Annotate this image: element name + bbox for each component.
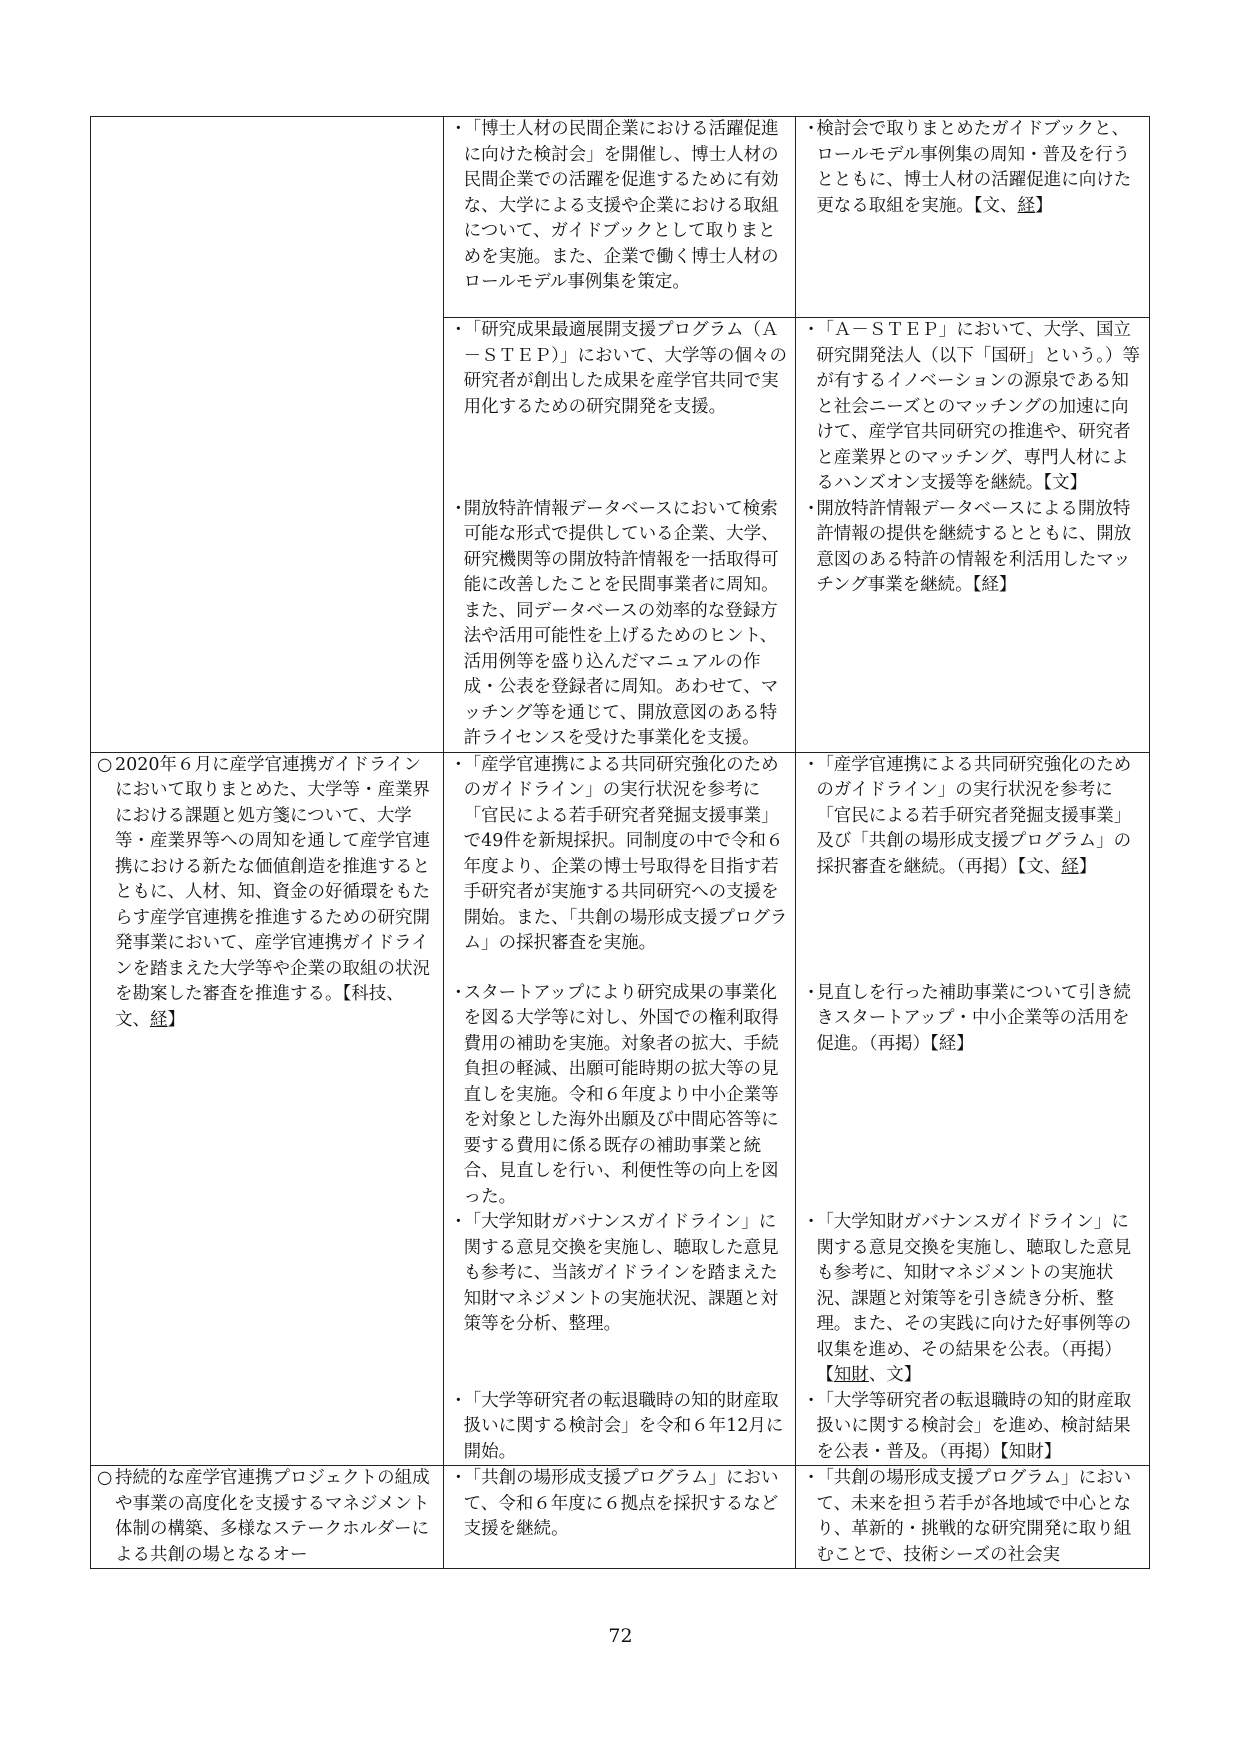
plan-cell — [796, 1210, 1150, 1389]
bullet-mark: ・ — [802, 754, 820, 775]
plan-entry — [802, 497, 1143, 599]
measure-cell — [91, 117, 444, 753]
plan-text: 「共創の場形成支援プログラム」において、未来を担う若手が各地域で中心となり、革新的・挑戦的な研究開発に取り組むことで、技術シーズの社会実 — [816, 1468, 1132, 1565]
plan-text-end: 】 — [1078, 856, 1097, 877]
plan-text: 開放特許情報データベースによる開放特許情報の提供を継続するとともに、開放意図のある特許の情報を利活用したマッチング事業を継続。【経】 — [816, 498, 1132, 595]
bullet-mark: ・ — [802, 320, 820, 340]
bullet-mark: ・ — [802, 1468, 820, 1488]
done-entry — [450, 117, 790, 296]
plan-cell — [796, 1389, 1150, 1466]
table-row — [91, 752, 1150, 981]
measure-cell — [91, 1466, 444, 1569]
bullet-mark: ・ — [449, 982, 468, 1003]
done-text: 開放特許情報データベースにおいて検索可能な形式で提供している企業、大学、研究機関等の開放特許情報を一括取得可能に改善したことを民間事業者に周知。また、同データベースの効率的な登録方法や活用可能性を上げるためのヒント、活用例等を盛り込んだマニュアルの作成・公表を登録者に周知。あわせて、マッチング等を通じて、開放意図のある特許ライセンスを受けた事業化を支援。 — [463, 498, 779, 748]
measure-text-end: 】 — [167, 1009, 185, 1030]
bullet-mark: ・ — [449, 1468, 468, 1488]
done-entry — [450, 753, 790, 957]
bullet-mark: ・ — [802, 498, 820, 519]
measure-cell — [91, 752, 444, 1466]
done-text: 「産学官連携による共同研究強化のためのガイドライン」の実行状況を参考に「官民による若手研究者発掘支援事業」で49件を新規採択。同制度の中で令和６年度より、企業の博士号取得を目指す若手研究者が実施する共同研究への支援を開始。また、「共創の場形成支援プログラム」の採択審査を実施。 — [463, 754, 788, 953]
bullet-mark: ・ — [449, 754, 468, 775]
done-text: 「研究成果最適展開支援プログラム（Ａ－ＳＴＥＰ）」において、大学等の個々の研究者が創出した成果を産学官共同で実用化するための研究開発を支援。 — [463, 320, 788, 417]
plan-entry — [802, 1466, 1143, 1568]
plan-text: 「産学官連携による共同研究強化のためのガイドライン」の実行状況を参考に「官民による若手研究者発掘支援事業」及び「共創の場形成支援プログラム」の採択審査を継続。（再掲）【文、 — [816, 754, 1132, 877]
done-text: 「博士人材の民間企業における活躍促進に向けた検討会」を開催し、博士人材の民間企業での活躍を促進するために有効な、大学による支援や企業における取組について、ガイドブックとして取りまとめを実施。また、企業で働く博士人材のロールモデル事例集を策定。 — [463, 119, 779, 292]
done-entry — [450, 1466, 790, 1543]
bullet-mark: ・ — [802, 1212, 820, 1232]
plan-cell — [796, 981, 1150, 1211]
plan-entry — [802, 117, 1143, 219]
ministry-abbrev: 経 — [1017, 195, 1036, 216]
plan-cell — [796, 117, 1150, 318]
plan-entry — [802, 1389, 1143, 1466]
table-row — [91, 1466, 1150, 1569]
done-cell — [443, 1210, 796, 1389]
bullet-mark: ・ — [449, 119, 468, 139]
done-entry — [450, 1389, 790, 1466]
done-entry — [450, 1210, 790, 1338]
bullet-mark: ・ — [802, 119, 820, 139]
done-cell — [443, 1466, 796, 1569]
bullet-mark: ・ — [449, 1390, 468, 1411]
measure-item — [97, 1466, 437, 1568]
plan-text-end: 】 — [1035, 195, 1053, 216]
ministry-abbrev: 経 — [1061, 856, 1079, 877]
plan-entry — [802, 753, 1143, 881]
circle-mark: ○ — [97, 1468, 113, 1488]
plan-text: 「大学知財ガバナンスガイドライン」に関する意見交換を実施し、聴取した意見も参考に、知財マネジメントの実施状況、課題と対策等を引き続き分析、整理。また、その実践に向けた好事例等の収集を進め、その結果を公表。（再掲）【 — [816, 1212, 1132, 1385]
plan-text: 「大学等研究者の転退職時の知的財産取扱いに関する検討会」を進め、検討結果を公表・普及。（再掲）【知財】 — [816, 1390, 1132, 1462]
done-text: 「大学等研究者の転退職時の知的財産取扱いに関する検討会」を令和６年12月に開始。 — [463, 1390, 784, 1462]
done-text: スタートアップにより研究成果の事業化を図る大学等に対し、外国での権利取得費用の補助を実施。対象者の拡大、手続負担の軽減、出願可能時期の拡大等の見直しを実施。令和６年度より中小企業等を対象とした海外出願及び中間応答等に要する費用に係る既存の補助事業と統合、見直しを行い、利便性等の向上を図った。 — [463, 982, 779, 1207]
table-row — [91, 117, 1150, 318]
done-text: 「大学知財ガバナンスガイドライン」に関する意見交換を実施し、聴取した意見も参考に、当該ガイドラインを踏まえた知財マネジメントの実施状況、課題と対策等を分析、整理。 — [463, 1212, 779, 1334]
plan-text: 「Ａ－ＳＴＥＰ」において、大学、国立研究開発法人（以下「国研」という。）等が有するイノベーションの源泉である知と社会ニーズとのマッチングの加速に向けて、産学官共同研究の推進や、研究者と産業界とのマッチング、専門人材によるハンズオン支援等を継続。【文】 — [816, 320, 1141, 493]
circle-mark: ○ — [97, 754, 113, 775]
bullet-mark: ・ — [449, 498, 468, 519]
plan-text-end: 、文】 — [868, 1365, 922, 1385]
done-cell — [443, 117, 796, 318]
measure-text: 2020年６月に産学官連携ガイドラインにおいて取りまとめた、大学等・産業界における課題と処方箋について、大学等・産業界等への周知を通して産学官連携における新たな価値創造を推進するとともに、人材、知、資金の好循環をもたらす産学官連携を推進するための研究開発事業において、産学官連携ガイドラインを踏まえた大学等や企業の取組の状況を勘案した審査を推進する。【科技、文、 — [115, 754, 430, 1030]
bullet-mark: ・ — [802, 1390, 820, 1411]
done-entry — [450, 497, 790, 752]
plan-cell — [796, 752, 1150, 981]
plan-text: 見直しを行った補助事業について引き続きスタートアップ・中小企業等の活用を促進。（再掲）【経】 — [816, 982, 1131, 1054]
plan-cell — [796, 1466, 1150, 1569]
bullet-mark: ・ — [802, 982, 820, 1003]
plan-text: 検討会で取りまとめたガイドブックと、ロールモデル事例集の周知・普及を行うとともに、博士人材の活躍促進に向けた更なる取組を実施。【文、 — [816, 119, 1132, 216]
done-cell — [443, 981, 796, 1211]
done-entry — [450, 318, 790, 420]
done-cell — [443, 752, 796, 981]
done-text: 「共創の場形成支援プログラム」において、令和６年度に６拠点を採択するなど支援を継続。 — [463, 1468, 779, 1539]
ministry-abbrev: 経 — [150, 1009, 168, 1030]
measure-item — [97, 753, 437, 1034]
ministry-abbrev: 知財 — [833, 1365, 869, 1385]
done-entry — [450, 981, 790, 1211]
done-cell — [443, 1389, 796, 1466]
bullet-mark: ・ — [449, 320, 468, 340]
plan-entry — [802, 1210, 1143, 1389]
plan-cell — [796, 497, 1150, 753]
plan-entry — [802, 318, 1143, 497]
done-cell — [443, 318, 796, 497]
implementation-table — [90, 116, 1150, 1569]
plan-cell — [796, 318, 1150, 497]
page-number: 72 — [608, 1625, 633, 1647]
measure-text: 持続的な産学官連携プロジェクトの組成や事業の高度化を支援するマネジメント体制の構築、多様なステークホルダーによる共創の場となるオー — [115, 1468, 430, 1565]
done-cell — [443, 497, 796, 753]
plan-entry — [802, 981, 1143, 1058]
bullet-mark: ・ — [449, 1212, 468, 1232]
